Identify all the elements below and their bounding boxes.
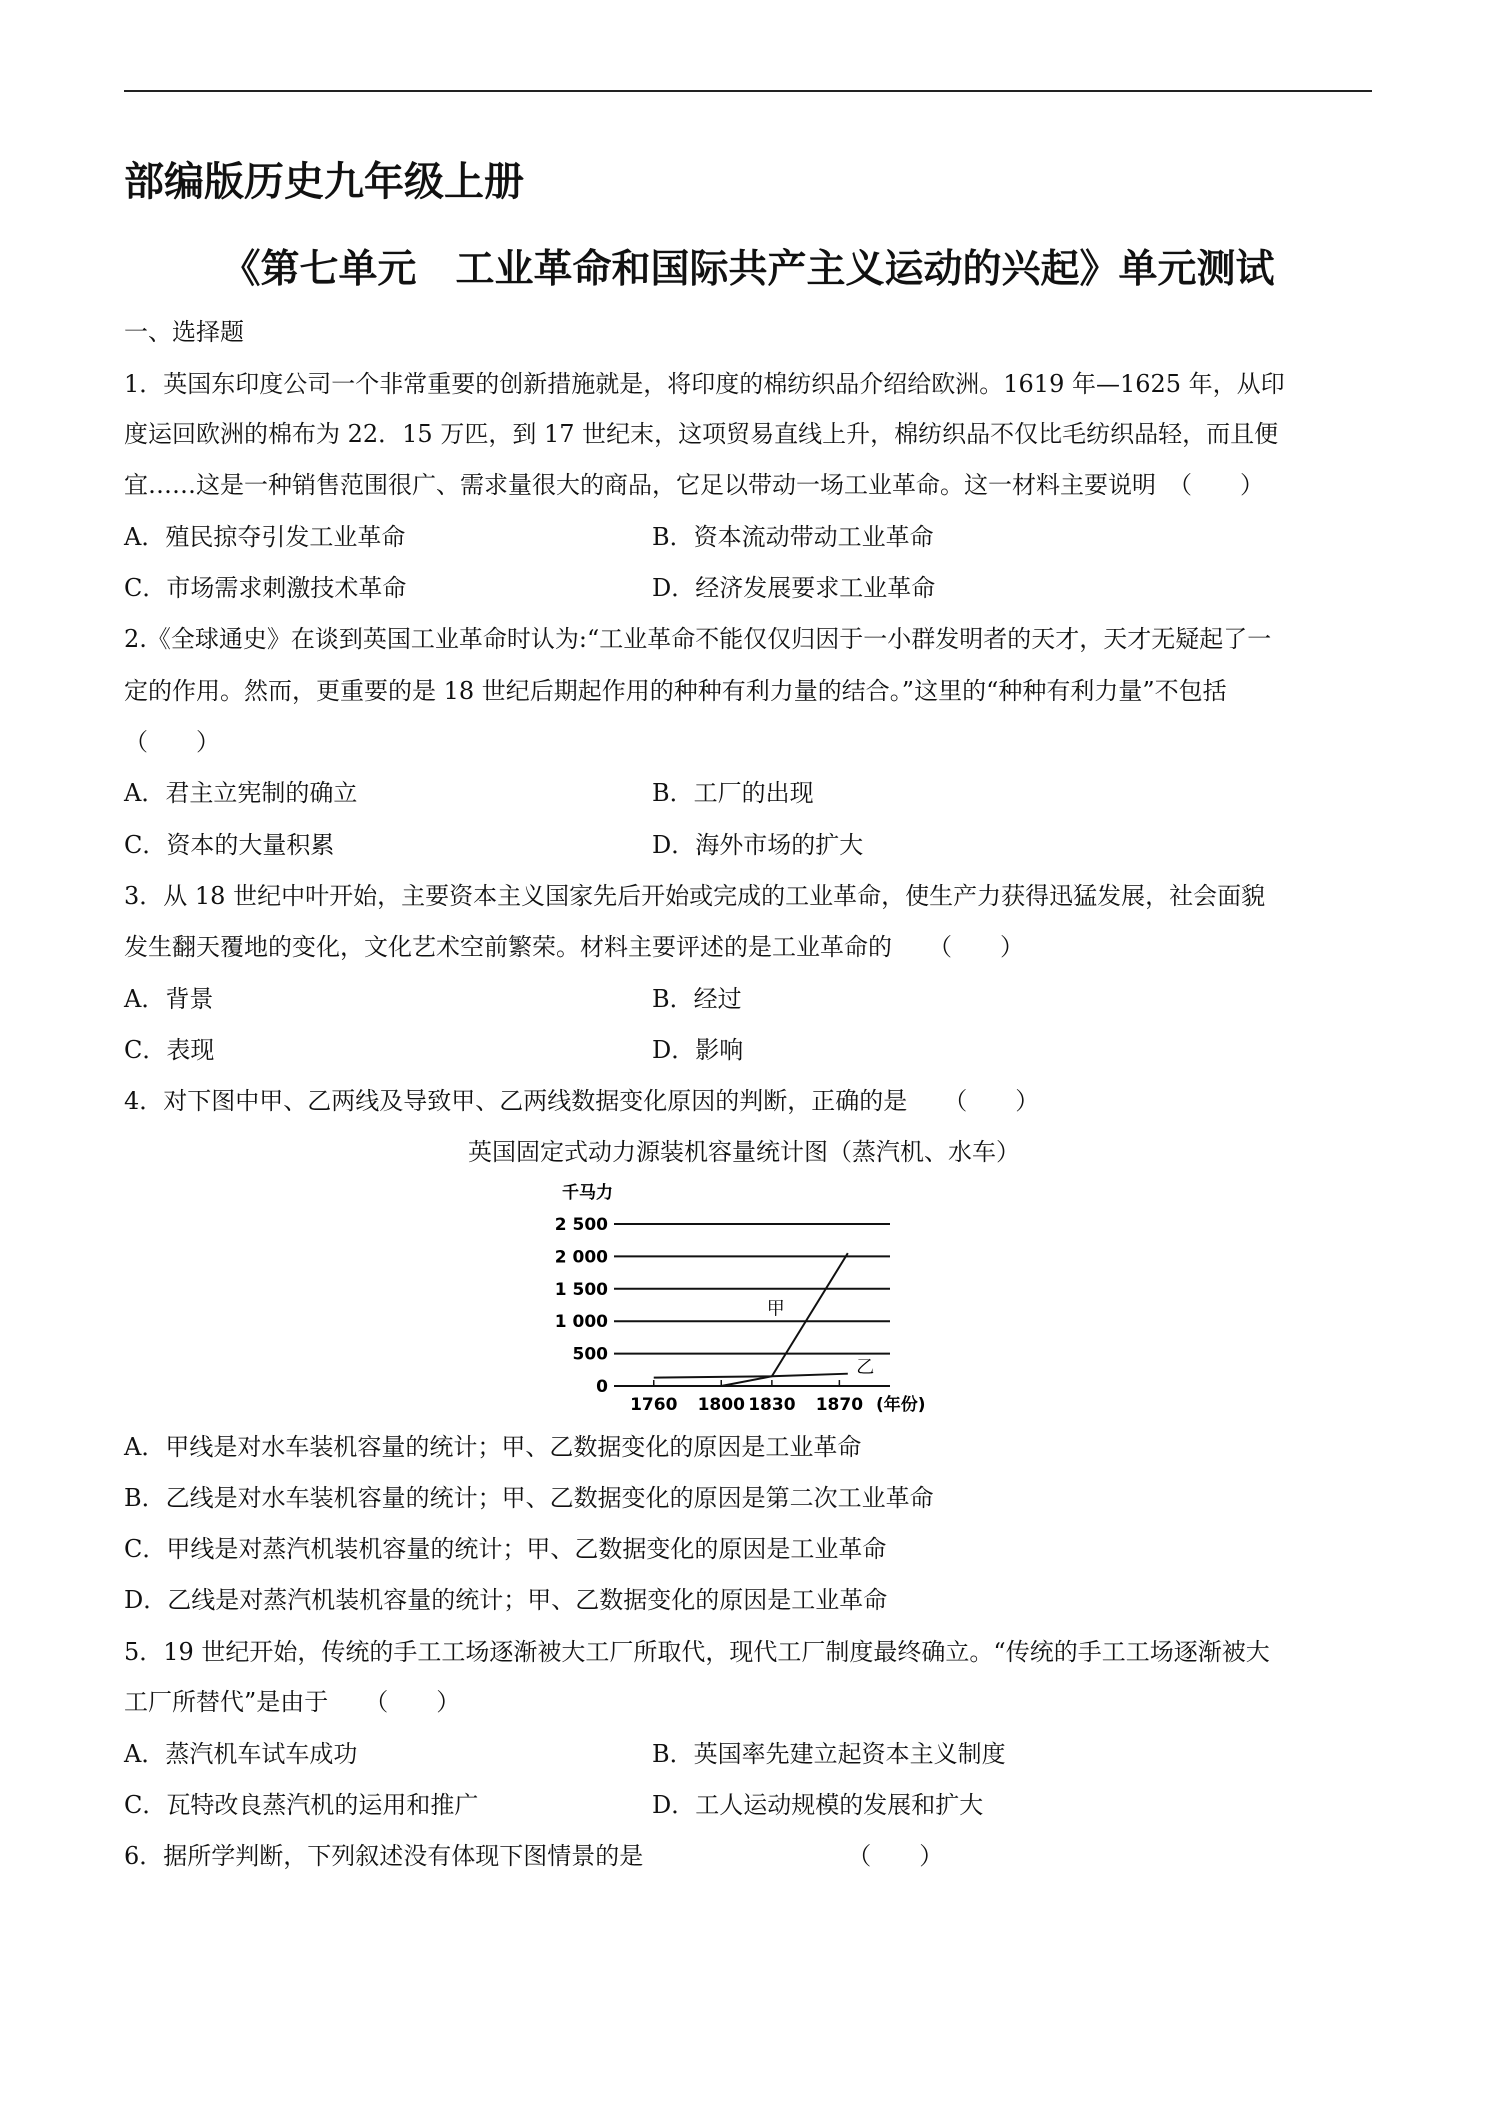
q5-line-2: 工厂所替代”是由于 （ ） <box>124 1688 461 1716</box>
y-tick-label: 500 <box>572 1344 608 1365</box>
q4-option-a[interactable]: A．甲线是对水车装机容量的统计；甲、乙数据变化的原因是工业革命 <box>124 1433 862 1461</box>
q3-line-1: 3．从 18 世纪中叶开始，主要资本主义国家先后开始或完成的工业革命，使生产力获得迅猛发展，社会面貌 <box>124 882 1266 910</box>
q2-line-3: （ ） <box>124 728 220 756</box>
q6-line-1: 6．据所学判断，下列叙述没有体现下图情景的是 （ ） <box>124 1842 944 1870</box>
section-heading: 一、选择题 <box>124 318 244 346</box>
q4-option-b[interactable]: B．乙线是对水车装机容量的统计；甲、乙数据变化的原因是第二次工业革命 <box>124 1484 934 1512</box>
q5-option-a[interactable]: A．蒸汽机车试车成功 <box>124 1740 358 1768</box>
y-axis-ticks <box>555 1215 608 1397</box>
q5-line-1: 5．19 世纪开始，传统的手工工场逐渐被大工厂所取代，现代工厂制度最终确立。“传统的手工工场逐渐被大 <box>124 1638 1270 1666</box>
chart-gridlines <box>614 1224 890 1386</box>
q5-option-b[interactable]: B．英国率先建立起资本主义制度 <box>652 1740 1006 1768</box>
q4-option-d[interactable]: D．乙线是对蒸汽机装机容量的统计；甲、乙数据变化的原因是工业革命 <box>124 1586 888 1614</box>
q1-option-c[interactable]: C．市场需求刺激技术革命 <box>124 574 407 602</box>
capacity-line-chart <box>520 1176 940 1416</box>
page-title: 《第七单元 工业革命和国际共产主义运动的兴起》单元测试 <box>221 247 1275 292</box>
q4-line-1: 4．对下图中甲、乙两线及导致甲、乙两线数据变化原因的判断，正确的是 （ ） <box>124 1087 1040 1115</box>
q2-line-1: 2.《全球通史》在谈到英国工业革命时认为:“工业革命不能仅仅归因于一小群发明者的天才，天才无疑起了一 <box>124 625 1272 653</box>
q2-option-c[interactable]: C．资本的大量积累 <box>124 831 335 859</box>
q1-option-d[interactable]: D．经济发展要求工业革命 <box>652 574 936 602</box>
chart-series <box>654 1253 875 1386</box>
q3-line-2: 发生翻天覆地的变化，文化艺术空前繁荣。材料主要评述的是工业革命的 （ ） <box>124 933 1024 961</box>
q1-line-2: 度运回欧洲的棉布为 22．15 万匹，到 17 世纪末，这项贸易直线上升，棉纺织品不仅比毛纺织品轻，而且便 <box>124 420 1279 448</box>
q5-option-d[interactable]: D．工人运动规模的发展和扩大 <box>652 1791 984 1819</box>
q3-option-c[interactable]: C．表现 <box>124 1036 215 1064</box>
y-tick-label: 2 000 <box>554 1247 608 1268</box>
y-tick-label: 2 500 <box>554 1215 608 1235</box>
x-tick-label: 1760 <box>630 1395 678 1415</box>
series-label-yi: 乙 <box>856 1356 875 1378</box>
x-axis-label: (年份) <box>876 1395 926 1415</box>
q2-option-b[interactable]: B．工厂的出现 <box>652 779 814 807</box>
x-tick-label: 1830 <box>748 1395 796 1415</box>
q1-line-3: 宜……这是一种销售范围很广、需求量很大的商品，它足以带动一场工业革命。这一材料主要说明 （ ） <box>124 471 1264 499</box>
series-line-yi <box>654 1374 848 1378</box>
q1-option-a[interactable]: A．殖民掠夺引发工业革命 <box>124 523 406 551</box>
y-tick-label: 1 500 <box>554 1279 608 1300</box>
x-tick-label: 1800 <box>697 1395 745 1415</box>
q2-option-d[interactable]: D．海外市场的扩大 <box>652 831 864 859</box>
q3-option-d[interactable]: D．影响 <box>652 1036 744 1064</box>
y-axis-label: 千马力 <box>562 1183 613 1203</box>
q5-option-c[interactable]: C．瓦特改良蒸汽机的运用和推广 <box>124 1791 479 1819</box>
series-title: 部编版历史九年级上册 <box>124 159 524 205</box>
q2-option-a[interactable]: A．君主立宪制的确立 <box>124 779 358 807</box>
q4-option-c[interactable]: C．甲线是对蒸汽机装机容量的统计；甲、乙数据变化的原因是工业革命 <box>124 1535 887 1563</box>
q3-option-a[interactable]: A．背景 <box>124 985 214 1013</box>
y-tick-label: 0 <box>596 1377 608 1397</box>
chart-title: 英国固定式动力源装机容量统计图（蒸汽机、水车） <box>468 1138 1020 1166</box>
header-rule <box>124 90 1372 92</box>
q1-option-b[interactable]: B．资本流动带动工业革命 <box>652 523 934 551</box>
q2-line-2: 定的作用。然而，更重要的是 18 世纪后期起作用的种种有利力量的结合。”这里的“种种有利力量”不包括 <box>124 677 1227 705</box>
x-tick-label: 1870 <box>815 1395 864 1415</box>
q1-line-1: 1．英国东印度公司一个非常重要的创新措施就是，将印度的棉纺织品介绍给欧洲。1619 年—1625 年，从印 <box>124 370 1285 398</box>
series-label-jia: 甲 <box>766 1298 785 1320</box>
q3-option-b[interactable]: B．经过 <box>652 985 742 1013</box>
y-tick-label: 1 000 <box>554 1312 608 1333</box>
